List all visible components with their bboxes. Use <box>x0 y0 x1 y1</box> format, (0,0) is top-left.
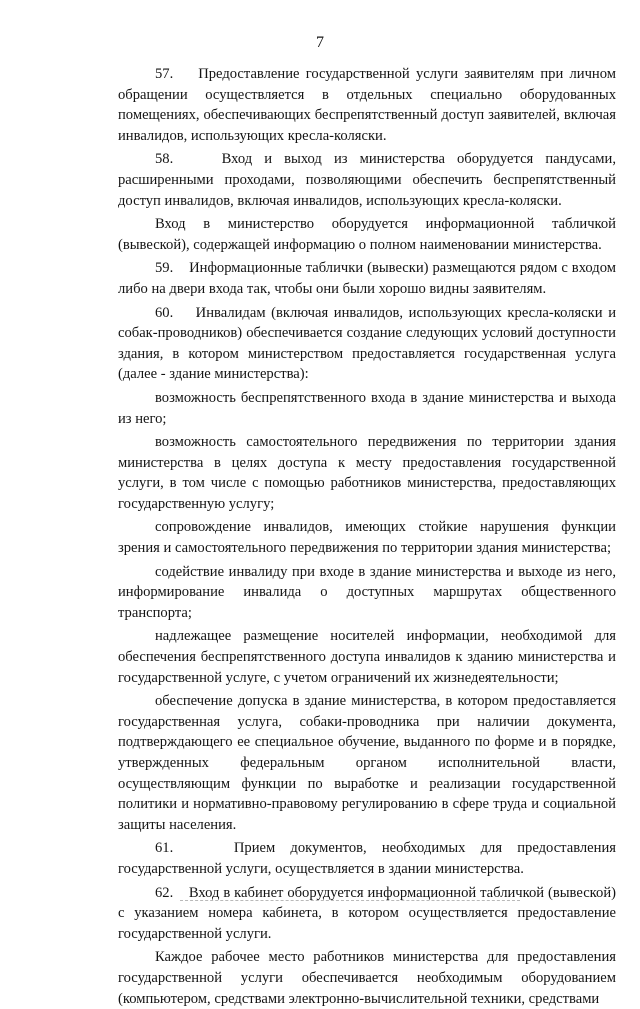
paragraph-58: 58. Вход и выход из министерства оборудуется пандусами, расширенными проходами, позволяющими обеспечить беспрепятственный доступ инвалидов, включая инвалидов, использующих кресла-коляски. <box>118 151 616 209</box>
paragraph-59: 59. Информационные таблички (вывески) размещаются рядом с входом либо на двери входа так, чтобы они были хорошо видны заявителям. <box>118 260 616 297</box>
paragraph-62: 62. Вход в кабинет оборудуется информационной табличкой (вывеской) с указанием номера кабинета, в котором осуществляется предоставление государственной услуги. <box>118 884 616 942</box>
list-item-assistance: содействие инвалиду при входе в здание министерства и выходе из него, информирование инвалида о доступных маршрутах общественного транспорта; <box>118 563 616 621</box>
paragraph-61: 61. Прием документов, необходимых для предоставления государственной услуги, осуществляется в здании министерства. <box>118 840 616 877</box>
list-item-entrance: возможность беспрепятственного входа в здание министерства и выхода из него; <box>118 389 616 427</box>
scan-bottom-edge <box>180 900 520 903</box>
paragraph-60: 60. Инвалидам (включая инвалидов, использующих кресла-коляски и собак-проводников) обеспечивается создание следующих условий доступности здания, в котором министерством предоставляется государственная услуга (далее - здание министерства): <box>118 304 616 383</box>
list-item-movement: возможность самостоятельного передвижения по территории здания министерства в целях доступа к месту предоставления государственной услуги, в том числе с помощью работников министерства, предоставляющих государственную услугу; <box>118 434 616 512</box>
list-item-escort: сопровождение инвалидов, имеющих стойкие нарушения функции зрения и самостоятельного передвижения по территории здания министерства; <box>118 519 616 557</box>
paragraph-57: 57. Предоставление государственной услуги заявителям при личном обращении осуществляется в отдельных специально оборудованных помещениях, обеспечивающих беспрепятственный доступ заявителей, включая инвалидов, использующих кресла-коляски. <box>118 66 616 144</box>
paragraph-workplace: Каждое рабочее место работников министерства для предоставления государственной услуги обеспечивается необходимым оборудованием (компьютером, средствами электронно-вычислительной техники, средствами <box>118 949 616 1007</box>
list-item-guide-dog: обеспечение допуска в здание министерства, в котором предоставляется государственная услуга, собаки-проводника при наличии документа, подтверждающего ее специальное обучение, выданного по форме и в порядке, утвержденных федеральным органом исполнительной власти, осуществляющим функции по выработке и реализации государственной политики и нормативно-правовому регулированию в сфере труда и социальной защиты населения. <box>118 693 616 833</box>
list-item-information: надлежащее размещение носителей информации, необходимой для обеспечения беспрепятственного доступа инвалидов к зданию министерства и государственной услуге, с учетом ограничений их жизнедеятельности; <box>118 628 616 686</box>
document-body <box>118 64 616 1009</box>
page-number: 7 <box>316 34 324 51</box>
paragraph-58-signage: Вход в министерство оборудуется информационной табличкой (вывеской), содержащей информацию о полном наименовании министерства. <box>118 216 616 253</box>
